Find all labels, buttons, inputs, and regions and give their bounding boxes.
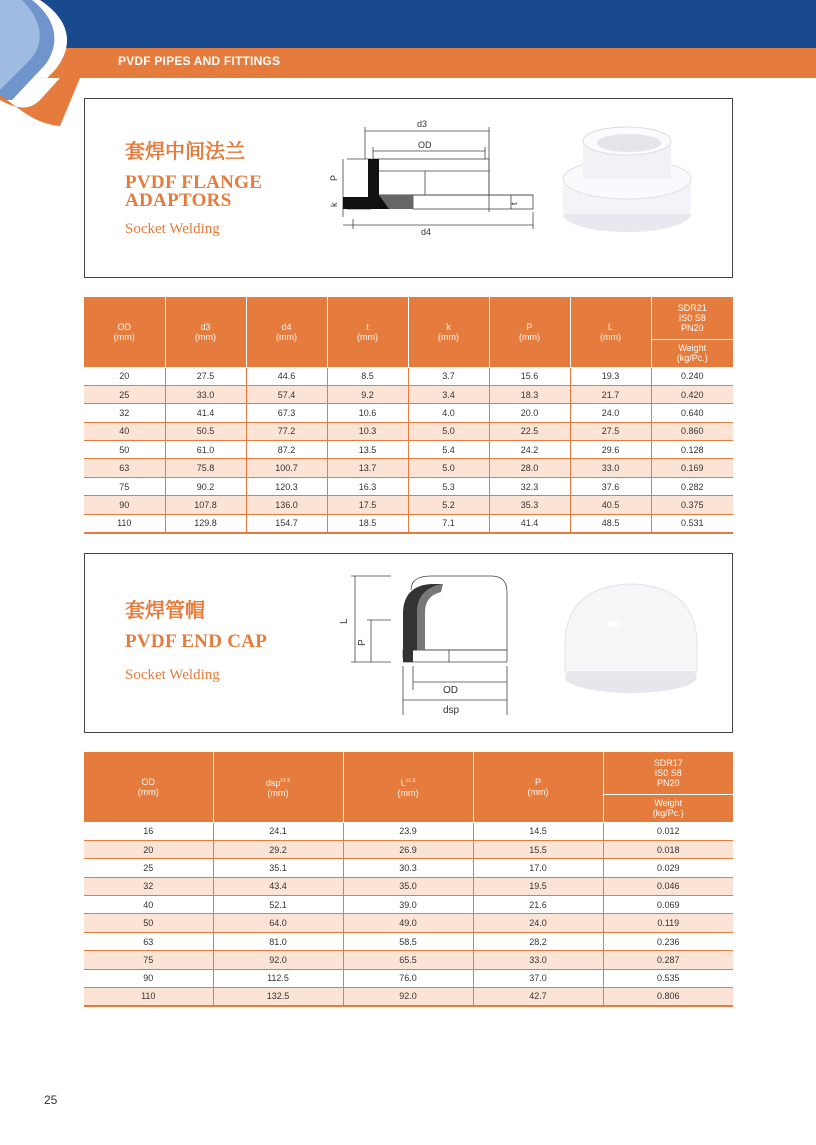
- col-header-t: t (mm): [327, 297, 408, 367]
- endcap-row: [84, 822, 733, 840]
- flange-cell: 0.860: [651, 422, 733, 440]
- endcap-spec-table: [84, 752, 733, 1007]
- endcap-cell: 40: [84, 896, 213, 914]
- flange-cell: 8.5: [327, 367, 408, 385]
- flange-cell: 32: [84, 404, 165, 422]
- endcap-technical-drawing: [331, 570, 521, 720]
- flange-cell: 15.6: [489, 367, 570, 385]
- col-header-sdr-group-2: SDR17 IS0 S8 PN20: [603, 752, 733, 794]
- flange-cell: 0.169: [651, 459, 733, 477]
- col-header-sdr-group: SDR21 IS0 S8 PN20: [651, 297, 733, 339]
- flange-cell: 61.0: [165, 441, 246, 459]
- flange-cell: 77.2: [246, 422, 327, 440]
- endcap-cell: 33.0: [473, 951, 603, 969]
- col-header-p: P (mm): [489, 297, 570, 367]
- endcap-cell: 52.1: [213, 896, 343, 914]
- endcap-cell: 23.9: [343, 822, 473, 840]
- endcap-cell: 15.5: [473, 840, 603, 858]
- page-number: 25: [44, 1093, 58, 1107]
- col-header-l: L (mm): [570, 297, 651, 367]
- flange-subtitle: Socket Welding: [125, 221, 220, 237]
- flange-cell: 0.420: [651, 385, 733, 403]
- flange-cell: 50: [84, 441, 165, 459]
- flange-technical-drawing: [313, 117, 543, 247]
- flange-cell: 5.0: [408, 459, 489, 477]
- endcap-cell: 17.0: [473, 859, 603, 877]
- flange-cell: 44.6: [246, 367, 327, 385]
- flange-cell: 13.7: [327, 459, 408, 477]
- endcap-cell: 0.236: [603, 932, 733, 950]
- endcap-cell: 0.287: [603, 951, 733, 969]
- endcap-cell: 21.6: [473, 896, 603, 914]
- flange-cell: 20.0: [489, 404, 570, 422]
- flange-cell: 90: [84, 496, 165, 514]
- col-header-k: k (mm): [408, 297, 489, 367]
- flange-cell: 24.2: [489, 441, 570, 459]
- col-header-dsp: dsp$^{\pm 1.5}$ (mm): [213, 752, 343, 822]
- col-header-weight: Weight (kg/Pc.): [651, 339, 733, 367]
- flange-row: [84, 404, 733, 422]
- flange-cell: 40: [84, 422, 165, 440]
- col-header-l-2: $L^{\pm 1.5}$ (mm): [343, 752, 473, 822]
- dim-d4-label: d4: [421, 227, 432, 237]
- flange-cell: 22.5: [489, 422, 570, 440]
- endcap-cell: 20: [84, 840, 213, 858]
- endcap-cell: 112.5: [213, 969, 343, 987]
- dim-d3-label: d3: [417, 119, 428, 129]
- flange-cell: 50.5: [165, 422, 246, 440]
- endcap-cell: 132.5: [213, 988, 343, 1006]
- endcap-cell: 90: [84, 969, 213, 987]
- flange-cell: 90.2: [165, 477, 246, 495]
- flange-row: [84, 367, 733, 385]
- endcap-cell: 43.4: [213, 877, 343, 895]
- end-cap-photo: [553, 572, 713, 702]
- flange-cell: 7.1: [408, 514, 489, 532]
- flange-adaptor-panel: [84, 98, 733, 278]
- flange-cell: 3.7: [408, 367, 489, 385]
- endcap-row: [84, 951, 733, 969]
- flange-cell: 28.0: [489, 459, 570, 477]
- flange-cell: 5.0: [408, 422, 489, 440]
- flange-cell: 24.0: [570, 404, 651, 422]
- endcap-cell: 81.0: [213, 932, 343, 950]
- endcap-cell: 65.5: [343, 951, 473, 969]
- endcap-cell: 29.2: [213, 840, 343, 858]
- col-header-od: OD (mm): [84, 297, 165, 367]
- flange-cell: 18.3: [489, 385, 570, 403]
- flange-cell: 13.5: [327, 441, 408, 459]
- end-cap-panel: [84, 553, 733, 733]
- flange-cell: 48.5: [570, 514, 651, 532]
- flange-cell: 41.4: [165, 404, 246, 422]
- endcap-row: [84, 914, 733, 932]
- flange-row: [84, 477, 733, 495]
- endcap-cell: 110: [84, 988, 213, 1006]
- flange-cell: 0.128: [651, 441, 733, 459]
- endcap-row: [84, 859, 733, 877]
- dim-dsp-label: dsp: [443, 705, 460, 716]
- header-title: PVDF PIPES AND FITTINGS: [118, 54, 281, 68]
- flange-cell: 19.3: [570, 367, 651, 385]
- flange-row: [84, 422, 733, 440]
- dim-k-label: k: [329, 202, 339, 207]
- endcap-cell: 58.5: [343, 932, 473, 950]
- flange-cell: 75.8: [165, 459, 246, 477]
- flange-row: [84, 496, 733, 514]
- flange-cell: 29.6: [570, 441, 651, 459]
- flange-cell: 37.6: [570, 477, 651, 495]
- flange-cell: 18.5: [327, 514, 408, 532]
- flange-cell: 25: [84, 385, 165, 403]
- endcap-cn-title: 套焊管帽: [125, 598, 205, 622]
- endcap-cell: 35.0: [343, 877, 473, 895]
- dim-p-label: P: [329, 174, 339, 181]
- flange-row: [84, 441, 733, 459]
- flange-adaptor-photo: [555, 119, 705, 239]
- flange-cell: 41.4: [489, 514, 570, 532]
- flange-cell: 5.2: [408, 496, 489, 514]
- endcap-cell: 0.806: [603, 988, 733, 1006]
- endcap-cell: 92.0: [343, 988, 473, 1006]
- flange-cell: 21.7: [570, 385, 651, 403]
- endcap-cell: 25: [84, 859, 213, 877]
- flange-cell: 107.8: [165, 496, 246, 514]
- endcap-cell: 0.029: [603, 859, 733, 877]
- endcap-cell: 39.0: [343, 896, 473, 914]
- endcap-cell: 0.012: [603, 822, 733, 840]
- flange-cell: 63: [84, 459, 165, 477]
- dim-od-label-2: OD: [443, 685, 458, 696]
- flange-cell: 32.3: [489, 477, 570, 495]
- endcap-cell: 0.046: [603, 877, 733, 895]
- flange-cell: 75: [84, 477, 165, 495]
- flange-cell: 10.3: [327, 422, 408, 440]
- flange-cell: 20: [84, 367, 165, 385]
- flange-cell: 9.2: [327, 385, 408, 403]
- endcap-row: [84, 840, 733, 858]
- flange-cell: 35.3: [489, 496, 570, 514]
- flange-cell: 0.240: [651, 367, 733, 385]
- flange-cell: 10.6: [327, 404, 408, 422]
- flange-cell: 0.282: [651, 477, 733, 495]
- flange-cell: 0.531: [651, 514, 733, 532]
- endcap-cell: 19.5: [473, 877, 603, 895]
- dim-p-label-2: P: [357, 639, 368, 646]
- flange-cell: 136.0: [246, 496, 327, 514]
- flange-cell: 100.7: [246, 459, 327, 477]
- endcap-row: [84, 877, 733, 895]
- flange-cell: 0.640: [651, 404, 733, 422]
- flange-cell: 57.4: [246, 385, 327, 403]
- endcap-row: [84, 988, 733, 1006]
- endcap-cell: 76.0: [343, 969, 473, 987]
- endcap-cell: 37.0: [473, 969, 603, 987]
- endcap-row: [84, 932, 733, 950]
- col-header-p-2: P (mm): [473, 752, 603, 822]
- flange-en-title-line2: ADAPTORS: [125, 190, 232, 211]
- flange-spec-table: [84, 297, 733, 534]
- flange-cell: 16.3: [327, 477, 408, 495]
- flange-cell: 40.5: [570, 496, 651, 514]
- flange-cell: 33.0: [165, 385, 246, 403]
- flange-cell: 5.4: [408, 441, 489, 459]
- col-header-weight-2: Weight (kg/Pc.): [603, 794, 733, 822]
- endcap-cell: 16: [84, 822, 213, 840]
- dim-od-label: OD: [418, 140, 432, 150]
- endcap-cell: 0.119: [603, 914, 733, 932]
- flange-row: [84, 385, 733, 403]
- endcap-cell: 0.069: [603, 896, 733, 914]
- flange-cell: 4.0: [408, 404, 489, 422]
- flange-cell: 67.3: [246, 404, 327, 422]
- flange-cell: 154.7: [246, 514, 327, 532]
- endcap-cell: 64.0: [213, 914, 343, 932]
- endcap-cell: 32: [84, 877, 213, 895]
- flange-cell: 33.0: [570, 459, 651, 477]
- dim-t-label: t: [509, 202, 519, 205]
- endcap-cell: 50: [84, 914, 213, 932]
- endcap-cell: 49.0: [343, 914, 473, 932]
- endcap-cell: 0.535: [603, 969, 733, 987]
- flange-cell: 27.5: [165, 367, 246, 385]
- endcap-cell: 63: [84, 932, 213, 950]
- flange-cell: 17.5: [327, 496, 408, 514]
- endcap-cell: 24.0: [473, 914, 603, 932]
- endcap-row: [84, 896, 733, 914]
- endcap-row: [84, 969, 733, 987]
- endcap-cell: 14.5: [473, 822, 603, 840]
- flange-en-title-line1: PVDF FLANGE: [125, 172, 263, 193]
- flange-cell: 129.8: [165, 514, 246, 532]
- col-header-d3: d3 (mm): [165, 297, 246, 367]
- flange-row: [84, 459, 733, 477]
- flange-cell: 0.375: [651, 496, 733, 514]
- flange-cell: 120.3: [246, 477, 327, 495]
- endcap-cell: 28.2: [473, 932, 603, 950]
- flange-row: [84, 514, 733, 532]
- endcap-cell: 75: [84, 951, 213, 969]
- flange-cell: 87.2: [246, 441, 327, 459]
- endcap-subtitle: Socket Welding: [125, 667, 220, 683]
- flange-cell: 5.3: [408, 477, 489, 495]
- endcap-cell: 42.7: [473, 988, 603, 1006]
- endcap-cell: 92.0: [213, 951, 343, 969]
- endcap-cell: 24.1: [213, 822, 343, 840]
- endcap-cell: 30.3: [343, 859, 473, 877]
- dim-l-label: L: [339, 618, 350, 624]
- endcap-cell: 0.018: [603, 840, 733, 858]
- flange-cell: 3.4: [408, 385, 489, 403]
- endcap-cell: 26.9: [343, 840, 473, 858]
- flange-cn-title: 套焊中间法兰: [125, 139, 245, 163]
- flange-cell: 27.5: [570, 422, 651, 440]
- flange-cell: 110: [84, 514, 165, 532]
- col-header-d4: d4 (mm): [246, 297, 327, 367]
- endcap-en-title: PVDF END CAP: [125, 631, 268, 652]
- col-header-od-2: OD (mm): [84, 752, 213, 822]
- endcap-cell: 35.1: [213, 859, 343, 877]
